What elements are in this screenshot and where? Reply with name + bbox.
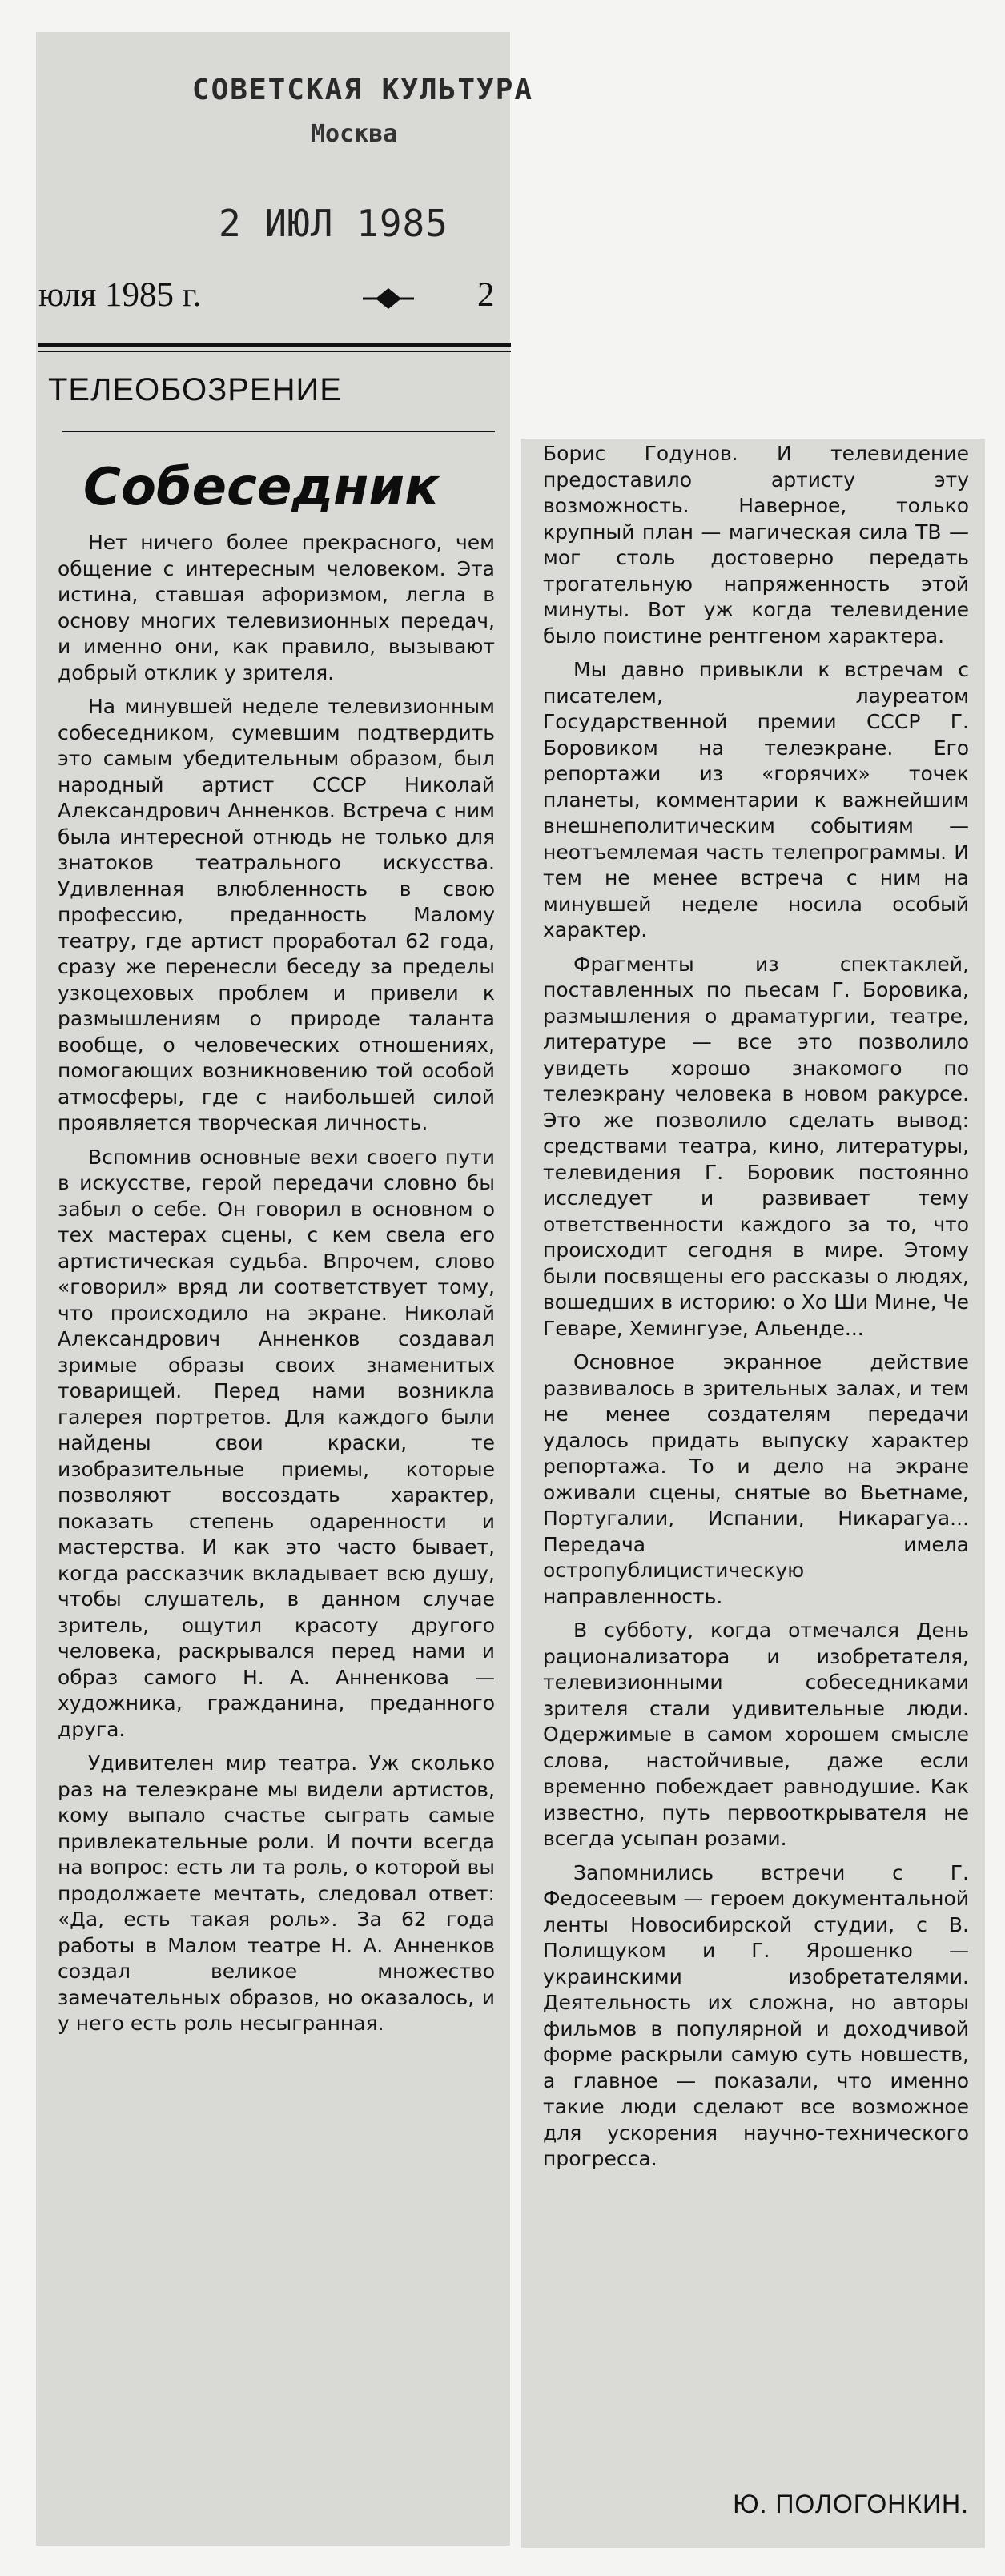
header-rule (38, 343, 511, 347)
stamp-publication: СОВЕТСКАЯ КУЛЬТУРА (191, 74, 534, 106)
library-stamp (38, 32, 563, 272)
paragraph: Мы давно привыкли к встречам с писателем, лауреатом Государственной премии СССР Г. Боровиком на телеэкране. Его репортажи из «горячих» точек планеты, комментарии к важнейшим внешнеполитическим событиям — неотъемлемая часть телепрограммы. И тем не менее встреча с ним на минувшей неделе носила особый характер. (543, 658, 969, 941)
article-column-right (543, 441, 969, 2181)
paragraph: Запомнились встречи с Г. Федосеевым — героем документальной ленты Новосибирской студии, с В. Полищуком и Г. Ярошенко — украинскими изобретателями. Деятельность их сложна, но авторы фильмов в популярной и доходчивой форме раскрыли самую суть новшеств, а главное — показали, что именно такие люди сделают все возможное для ускорения научно-технического прогресса. (543, 1860, 969, 2170)
paragraph-continued: Борис Годунов. И телевидение предоставило артисту эту возможность. Наверное, только крупный план — магическая сила ТВ — мог столь достоверно передать трогательную напряженность этой минуты. Вот уж когда телевидение было поистине рентгеном характера. (543, 442, 969, 648)
rubric-rule (62, 431, 495, 432)
page-number: 2 (477, 276, 495, 314)
paragraph: Удивителен мир театра. Уж сколько раз на телеэкране мы видели артистов, кому выпало счастье сыграть самые привлекательные роли. И почти всегда на вопрос: есть ли та роль, о которой вы продолжаете мечтать, следовал ответ: «Да, есть такая роль». За 62 года работы в Малом театре Н. А. Анненков создал великое множество замечательных образов, но оказалось, и у него есть роль несыгранная. (58, 1751, 495, 2035)
stamp-city: Москва (311, 120, 398, 148)
issue-dateline (38, 275, 507, 323)
paragraph: Вспомнив основные вехи своего пути в искусстве, герой передачи словно бы забыл о себе. Он говорил в основном о тех мастерах сцены, с кем свела его артистическая судьба. Впрочем, слово «говорил» вряд ли соответствует тому, что происходило на экране. Николай Александрович Анненков создавал зримые образы своих знаменитых товарищей. Перед нами возникла галерея портретов. Для каждого были найдены свои краски, те изобразительные приемы, которые позволяют воссоздать характер, показать степень одаренности и мастерства. И как это часто бывает, когда рассказчик вкладывает всю душу, чтобы слушатель, в данном случае зритель, ощутил красоту другого человека, раскрывался перед нами и образ самого Н. А. Анненкова — художника, гражданина, преданного друга. (58, 1145, 495, 1741)
paragraph: Нет ничего более прекрасного, чем общение с интересным человеком. Эта истина, ставшая афоризмом, легла в основу многих телевизионных передач, и именно они, как правило, вызывают добрый отклик у зрителя. (58, 531, 495, 684)
paragraph: Основное экранное действие развивалось в зрительных залах, и тем не менее создателям передачи удалось придать выпуску характер репортажа. То и дело на экране оживали сцены, снятые во Вьетнаме, Португалии, Испании, Никарагуа... Передача имела остропублицистическую направленность. (543, 1350, 969, 1608)
article-title: Собеседник (83, 458, 440, 517)
stamp-date: 2 ИЮЛ 1985 (219, 202, 448, 245)
header-rule-thin (38, 351, 511, 352)
article-column-left (58, 530, 495, 2045)
issue-date: юля 1985 г. (38, 276, 202, 314)
paragraph: В субботу, когда отмечался День рационализатора и изобретателя, телевизионными собеседниками зрителя стали удивительные люди. Одержимые в самом хорошем смысле слова, настойчивые, даже если временно побеждает равнодушие. Как известно, путь первооткрывателя не всегда усыпан розами. (543, 1619, 969, 1850)
diamond-ornament-icon (363, 287, 414, 311)
paragraph: Фрагменты из спектаклей, поставленных по пьесам Г. Боровика, размышления о драматургии, театре, литературе — все это позволило увидеть хорошо знакомого по телеэкрану человека в новом ракурсе. Это же позволило сделать вывод: средствами театра, кино, литературы, телевидения Г. Боровик постоянно исследует и развивает тему ответственности каждого за то, что происходит сегодня в мире. Этому были посвящены его рассказы о людях, вошедших в историю: о Хо Ши Мине, Че Геваре, Хемингуэе, Альенде... (543, 952, 969, 1340)
author-signature: Ю. ПОЛОГОНКИН. (733, 2490, 969, 2518)
section-rubric: ТЕЛЕОБОЗРЕНИЕ (48, 372, 342, 407)
paragraph: На минувшей неделе телевизионным собеседником, сумевшим подтвердить это самым убедительным образом, был народный артист СССР Николай Александрович Анненков. Встреча с ним была интересной отнюдь не только для знатоков театрального искусства. Удивленная влюбленность в свою профессию, преданность Малому театру, где артист проработал 62 года, сразу же перенесли беседу за пределы узкоцеховых проблем и привели к размышлениям о природе таланта вообще, о человеческих отношениях, помогающих возникновению той особой атмосферы, где с наибольшей силой проявляется творческая личность. (58, 695, 495, 1134)
